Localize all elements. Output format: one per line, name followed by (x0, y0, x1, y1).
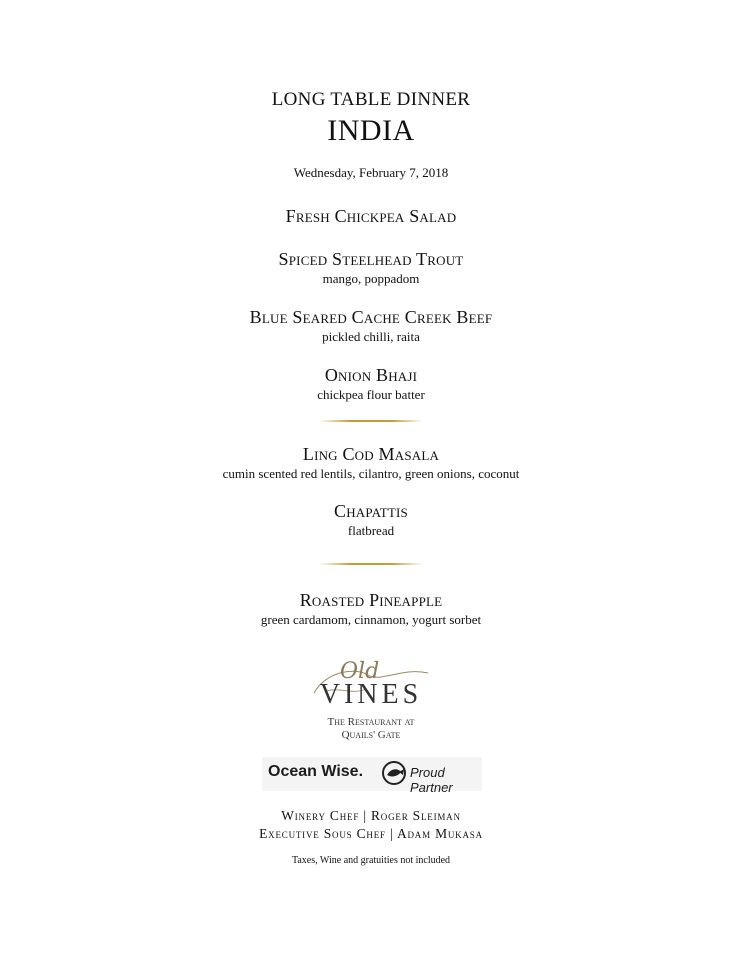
proud-partner-text: Proud Partner (410, 765, 453, 795)
footer-note: Taxes, Wine and gratuities not included (291, 855, 451, 866)
course-description: cumin scented red lentils, cilantro, green onions, coconut (222, 466, 520, 481)
event-label: LONG TABLE DINNER (271, 89, 471, 110)
course-name: Ling Cod Masala (302, 444, 440, 464)
course-item (0, 443, 742, 482)
course-item (0, 306, 742, 345)
course-description: chickpea flour batter (317, 387, 425, 402)
ocean-wise-badge (262, 757, 482, 795)
chef-credit: Executive Sous Chef | Adam Mukasa (259, 826, 483, 841)
course-name: Chapattis (333, 501, 408, 521)
ocean-wise-text: Ocean Wise. (268, 763, 364, 780)
course-description: flatbread (347, 523, 395, 538)
logo-script: Old (340, 659, 380, 684)
event-title: INDIA (327, 114, 415, 147)
logo-wordmark: VINES (319, 679, 423, 710)
course-name: Onion Bhaji (324, 365, 418, 385)
course-name: Blue Seared Cache Creek Beef (249, 307, 493, 327)
course-description: pickled chilli, raita (322, 329, 420, 344)
chef-credit: Winery Chef | Roger Sleiman (281, 808, 461, 823)
course-item (0, 205, 742, 227)
event-date: Wednesday, February 7, 2018 (293, 165, 449, 180)
course-name: Spiced Steelhead Trout (278, 249, 464, 269)
course-description: mango, poppadom (322, 271, 420, 286)
course-item (0, 248, 742, 287)
logo-subtitle: Quails' Gate (341, 729, 401, 741)
course-name: Fresh Chickpea Salad (285, 206, 457, 226)
fish-icon (380, 759, 408, 787)
course-item (0, 589, 742, 628)
course-item (0, 364, 742, 403)
gold-divider (319, 420, 423, 422)
old-vines-logo (300, 655, 442, 747)
gold-divider (319, 563, 423, 565)
course-item (0, 500, 742, 539)
course-name: Roasted Pineapple (299, 590, 443, 610)
logo-subtitle: The Restaurant at (327, 716, 415, 728)
course-description: green cardamom, cinnamon, yogurt sorbet (260, 612, 482, 627)
